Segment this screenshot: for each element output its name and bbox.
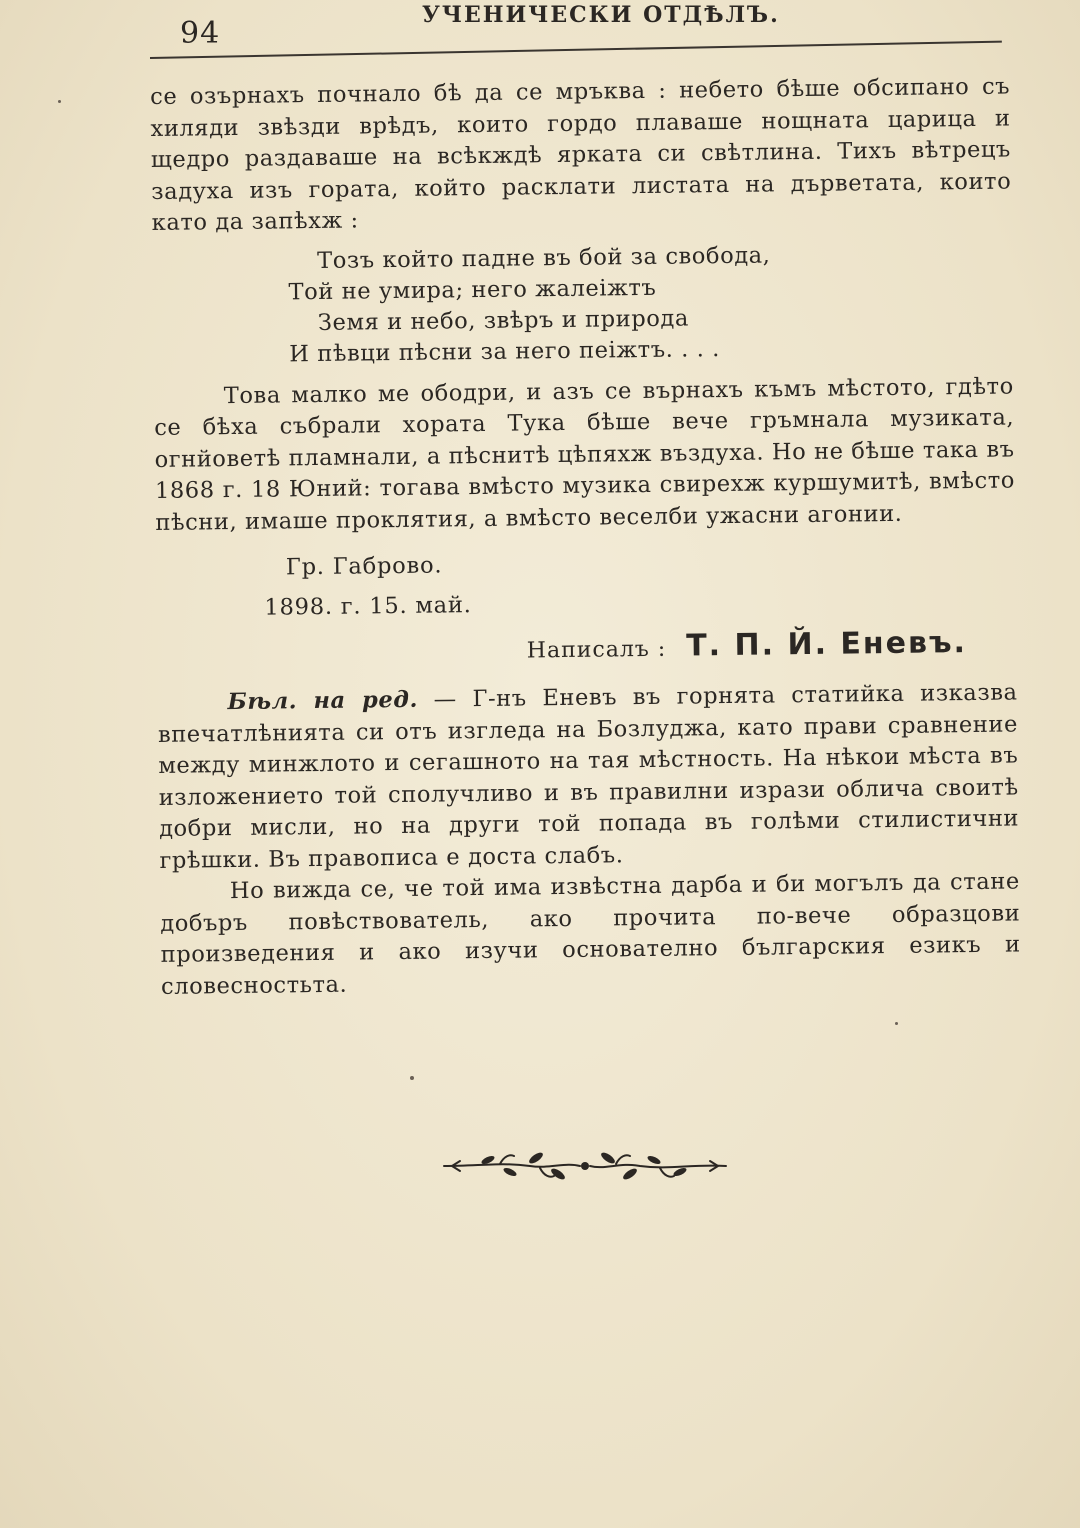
paper-speck xyxy=(58,100,61,103)
verse-line-3: Земя и небо, звѣръ и природа xyxy=(317,304,690,336)
editor-note-label: Бѣл. на ред. xyxy=(227,686,419,716)
place-date-block xyxy=(156,538,1017,629)
verse-line-1: Тозъ който падне въ бой за свобода, xyxy=(317,241,771,274)
paragraph-2: Това малко ме ободри, и азъ се върнахъ къмъ мѣстото, гдѣто се бѣха събрали хората Тука бѣше вече гръмнала музиката, огнйоветѣ пламнали, а пѣснитѣ цѣпяхж въздуха. Но не бѣше така въ 1868 г. 18 Юний: тогава вмѣсто музика свирехж куршумитѣ, вмѣсто пѣсни, имаше проклятия, а вмѣсто веселби ужасни агонии. xyxy=(154,372,1016,536)
paragraph-1: се озърнахъ почнало бѣ да се мръква : небето бѣше обсипано съ хиляди звѣзди врѣдъ, които гордо плаваше нощната царица и щедро раздаваше на всѣкждѣ ярката си свѣтлина. Тихъ вѣтрецъ задуха изъ гората, който расклати листата на дърветата, които като да запѣхж : xyxy=(150,73,1012,236)
date-line: 1898. г. 15. май. xyxy=(264,592,472,621)
article-body xyxy=(150,71,1021,1002)
signature-label: Написалъ : xyxy=(526,636,667,664)
page-header xyxy=(150,0,1002,64)
editor-note-paragraph-2: Но вижда се, че той има извѣстна дарба и би могълъ да стане добъръ повѣствователь, ако прочита по-вече образцови произведения и ако изучи основателно българския езикъ и словесностьта. xyxy=(160,868,1021,1000)
paper-speck xyxy=(410,1076,414,1080)
place-line: Гр. Габрово. xyxy=(285,552,443,581)
running-title: УЧЕНИЧЕСКИ ОТДѢЛЪ. xyxy=(422,2,780,28)
editor-note-paragraph-1 xyxy=(157,677,1019,876)
verse-stanza xyxy=(152,237,1013,371)
signature xyxy=(157,622,1017,676)
floral-divider-icon xyxy=(440,1146,730,1186)
editor-note xyxy=(157,677,1021,1002)
header-rule xyxy=(150,41,1002,59)
author-name: Т. П. Й. Еневъ. xyxy=(686,625,968,664)
verse-line-4: И пѣвци пѣсни за него пеіжтъ. . . . xyxy=(289,335,721,367)
paper-speck xyxy=(895,1022,898,1025)
verse-line-2: Той не умира; него жалеіжтъ xyxy=(288,274,657,305)
page-number: 94 xyxy=(180,16,221,51)
editor-note-text-1: — Г-нъ Еневъ въ горнята статийка изказва впечатлѣнията си отъ изгледа на Бозлуджа, като прави сравнение между минжлото и сегашното на тая мѣстность. На нѣкои мѣста въ изложението той сполучливо и въ правилни изрази облича своитѣ добри мисли, но на други той попада въ голѣми стилистични грѣшки. Въ правописа е доста слабъ. xyxy=(157,679,1020,874)
